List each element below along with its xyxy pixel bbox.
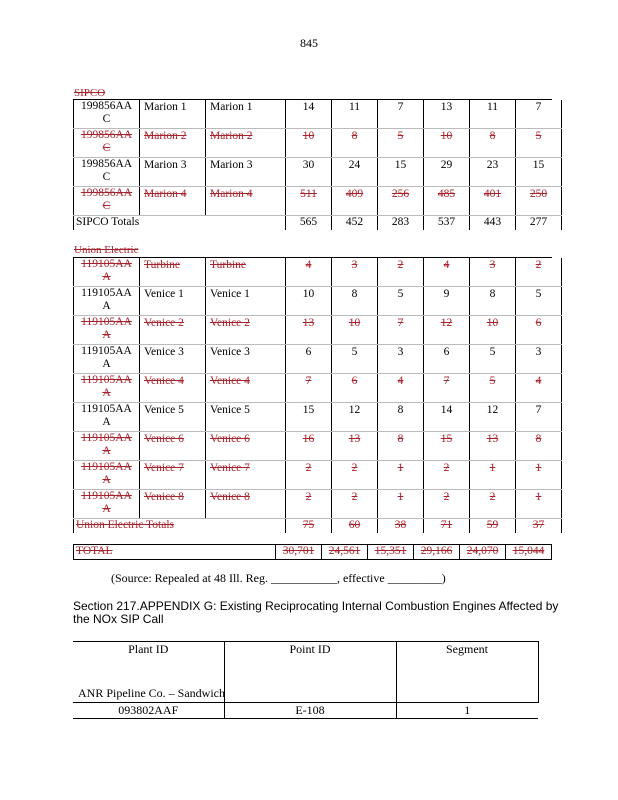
value-cell: 1 (516, 490, 562, 519)
point-id-line2: A (102, 474, 111, 486)
point-cell: Marion 4 (206, 187, 286, 216)
table-row (74, 374, 562, 403)
value-cell: 8 (516, 432, 562, 461)
value-cell: 10 (424, 129, 470, 158)
totals-value: 283 (378, 216, 424, 231)
point-id-line1: 119105AA (81, 287, 132, 299)
value-cell: 256 (378, 187, 424, 216)
value-cell: 16 (286, 432, 332, 461)
point-id-line1: 119105AA (81, 316, 132, 328)
point-cell: Venice 5 (206, 403, 286, 432)
point-id-cell (74, 187, 140, 216)
table-row (74, 490, 562, 519)
totals-value: 71 (424, 519, 470, 534)
value-cell: 13 (470, 432, 516, 461)
point-id-cell (74, 287, 140, 316)
union-electric-label: Union Electric (74, 244, 139, 256)
value-cell: 13 (332, 432, 378, 461)
value-cell: 4 (286, 258, 332, 287)
value-cell: 4 (424, 258, 470, 287)
total-row (74, 545, 552, 560)
table-row (74, 316, 562, 345)
appendix-g-table (73, 641, 539, 719)
value-cell: 7 (516, 403, 562, 432)
value-cell: 8 (470, 129, 516, 158)
point-id-line2: A (102, 329, 111, 341)
value-cell: 2 (516, 258, 562, 287)
totals-value: 75 (286, 519, 332, 534)
total-value: 24,561 (322, 545, 368, 560)
total-value: 29,166 (414, 545, 460, 560)
totals-value: 452 (332, 216, 378, 231)
totals-label: Union Electric Totals (74, 519, 286, 534)
appendix-data-row (73, 703, 538, 719)
value-cell: 8 (378, 403, 424, 432)
value-cell: 1 (378, 490, 424, 519)
value-cell: 7 (378, 316, 424, 345)
value-cell: 2 (332, 490, 378, 519)
point-id-line2: C (102, 171, 111, 183)
value-cell: 409 (332, 187, 378, 216)
value-cell: 3 (378, 345, 424, 374)
point-id-line2: A (102, 271, 111, 283)
point-cell: Venice 1 (206, 287, 286, 316)
value-cell: 250 (516, 187, 562, 216)
point-id-line1: 199856AA (80, 187, 133, 199)
value-cell: 4 (516, 374, 562, 403)
value-cell: 5 (516, 129, 562, 158)
source-note: (Source: Repealed at 48 Ill. Reg. ___________, effective _________) (111, 571, 446, 585)
value-cell: 4 (378, 374, 424, 403)
point-cell: Venice 3 (206, 345, 286, 374)
value-cell: 10 (332, 316, 378, 345)
total-value: 24,070 (460, 545, 506, 560)
value-cell: 6 (516, 316, 562, 345)
point-id-line2: A (102, 387, 111, 399)
value-cell: 1 (516, 461, 562, 490)
point-id-line1: 119105AA (81, 490, 132, 502)
point-id-cell (74, 461, 140, 490)
point-cell: Venice 2 (206, 316, 286, 345)
sipco-table (73, 100, 562, 230)
table-row (74, 461, 562, 490)
section-title: Section 217.APPENDIX G: Existing Reciprocating Internal Combustion Engines Affected by the NOx SIP Call (73, 599, 559, 626)
table-row (74, 403, 562, 432)
point-cell: Marion 2 (206, 129, 286, 158)
point-id-line2: A (102, 445, 111, 457)
unit-cell: Marion 1 (140, 100, 206, 129)
table-row (74, 258, 562, 287)
value-cell: 10 (286, 287, 332, 316)
value-cell: 401 (470, 187, 516, 216)
value-cell: 3 (516, 345, 562, 374)
totals-value: 38 (378, 519, 424, 534)
point-cell: Turbine (206, 258, 286, 287)
value-cell: 5 (332, 345, 378, 374)
point-id-line1: 119105AA (81, 258, 132, 270)
plant-id-value: 093802AAF (73, 703, 224, 719)
value-cell: 3 (470, 258, 516, 287)
header-plant-id: Plant ID (73, 642, 224, 678)
value-cell: 2 (378, 258, 424, 287)
value-cell: 12 (470, 403, 516, 432)
page-number: 845 (300, 36, 318, 50)
value-cell: 15 (286, 403, 332, 432)
point-id-line1: 119105AA (81, 374, 132, 386)
totals-value: 60 (332, 519, 378, 534)
unit-cell: Marion 2 (140, 129, 206, 158)
totals-value: 277 (516, 216, 562, 231)
value-cell: 485 (424, 187, 470, 216)
value-cell: 15 (424, 432, 470, 461)
point-id-cell (74, 100, 140, 129)
total-value: 15,044 (506, 545, 552, 560)
value-cell: 7 (516, 100, 562, 129)
value-cell: 10 (470, 316, 516, 345)
point-id-line2: A (102, 503, 111, 515)
value-cell: 5 (470, 345, 516, 374)
value-cell: 511 (286, 187, 332, 216)
totals-value: 59 (470, 519, 516, 534)
total-label: TOTAL (74, 545, 276, 560)
value-cell: 1 (470, 461, 516, 490)
value-cell: 14 (424, 403, 470, 432)
point-id-line1: 199856AA (80, 158, 133, 170)
unit-cell: Marion 3 (140, 158, 206, 187)
header-point-id: Point ID (224, 642, 396, 678)
point-id-line1: 119105AA (81, 461, 132, 473)
point-id-line2: A (102, 416, 111, 428)
value-cell: 2 (470, 490, 516, 519)
value-cell: 10 (286, 129, 332, 158)
value-cell: 7 (378, 100, 424, 129)
union-electric-table (73, 258, 562, 533)
table-row (74, 187, 562, 216)
point-id-cell (74, 258, 140, 287)
totals-value: 443 (470, 216, 516, 231)
point-id-line1: 119105AA (81, 345, 132, 357)
point-id-line2: A (102, 300, 111, 312)
point-id-cell (74, 490, 140, 519)
point-cell: Venice 8 (206, 490, 286, 519)
point-id-line1: 119105AA (81, 403, 132, 415)
value-cell: 2 (424, 490, 470, 519)
segment-value: 1 (396, 703, 538, 719)
value-cell: 15 (516, 158, 562, 187)
point-id-value: E-108 (224, 703, 396, 719)
totals-value: 37 (516, 519, 562, 534)
unit-cell: Turbine (140, 258, 206, 287)
total-value: 30,701 (276, 545, 322, 560)
value-cell: 2 (286, 461, 332, 490)
value-cell: 12 (332, 403, 378, 432)
value-cell: 8 (378, 432, 424, 461)
value-cell: 3 (332, 258, 378, 287)
point-id-cell (74, 316, 140, 345)
value-cell: 30 (286, 158, 332, 187)
table-row (74, 287, 562, 316)
point-id-line2: A (102, 358, 111, 370)
point-cell: Marion 3 (206, 158, 286, 187)
point-id-line2: C (102, 113, 111, 125)
value-cell: 11 (332, 100, 378, 129)
unit-cell: Venice 1 (140, 287, 206, 316)
table-row (74, 345, 562, 374)
value-cell: 5 (378, 287, 424, 316)
sipco-label: SIPCO (74, 87, 106, 99)
totals-value: 565 (286, 216, 332, 231)
point-id-line1: 119105AA (81, 432, 132, 444)
totals-row (74, 519, 562, 534)
unit-cell: Venice 6 (140, 432, 206, 461)
table-row (74, 129, 562, 158)
value-cell: 13 (286, 316, 332, 345)
value-cell: 1 (378, 461, 424, 490)
plant-name: ANR Pipeline Co. – Sandwich (78, 686, 225, 700)
header-segment: Segment (396, 642, 538, 678)
value-cell: 13 (424, 100, 470, 129)
value-cell: 5 (470, 374, 516, 403)
point-id-line1: 199856AA (80, 100, 133, 112)
unit-cell: Marion 4 (140, 187, 206, 216)
value-cell: 12 (424, 316, 470, 345)
table-row (74, 432, 562, 461)
point-id-cell (74, 129, 140, 158)
total-table (73, 544, 552, 560)
value-cell: 6 (424, 345, 470, 374)
table-row (74, 100, 562, 129)
point-id-line1: 199856AA (80, 129, 133, 141)
totals-value: 537 (424, 216, 470, 231)
value-cell: 8 (470, 287, 516, 316)
unit-cell: Venice 4 (140, 374, 206, 403)
table-row (74, 158, 562, 187)
point-id-cell (74, 432, 140, 461)
point-id-cell (74, 403, 140, 432)
unit-cell: Venice 2 (140, 316, 206, 345)
point-id-cell (74, 158, 140, 187)
value-cell: 7 (286, 374, 332, 403)
value-cell: 5 (378, 129, 424, 158)
value-cell: 24 (332, 158, 378, 187)
totals-row (74, 216, 562, 231)
value-cell: 23 (470, 158, 516, 187)
totals-label: SIPCO Totals (74, 216, 286, 231)
value-cell: 6 (286, 345, 332, 374)
value-cell: 2 (332, 461, 378, 490)
unit-cell: Venice 3 (140, 345, 206, 374)
unit-cell: Venice 5 (140, 403, 206, 432)
value-cell: 8 (332, 287, 378, 316)
appendix-header-row (73, 642, 538, 678)
point-cell: Venice 4 (206, 374, 286, 403)
value-cell: 8 (332, 129, 378, 158)
value-cell: 2 (286, 490, 332, 519)
value-cell: 15 (378, 158, 424, 187)
value-cell: 9 (424, 287, 470, 316)
point-cell: Venice 7 (206, 461, 286, 490)
point-id-cell (74, 374, 140, 403)
point-id-cell (74, 345, 140, 374)
point-id-line2: C (102, 142, 111, 154)
total-value: 15,351 (368, 545, 414, 560)
value-cell: 14 (286, 100, 332, 129)
value-cell: 6 (332, 374, 378, 403)
value-cell: 2 (424, 461, 470, 490)
unit-cell: Venice 7 (140, 461, 206, 490)
value-cell: 7 (424, 374, 470, 403)
point-cell: Marion 1 (206, 100, 286, 129)
unit-cell: Venice 8 (140, 490, 206, 519)
point-id-line2: C (102, 200, 111, 212)
value-cell: 29 (424, 158, 470, 187)
point-cell: Venice 6 (206, 432, 286, 461)
value-cell: 5 (516, 287, 562, 316)
value-cell: 11 (470, 100, 516, 129)
